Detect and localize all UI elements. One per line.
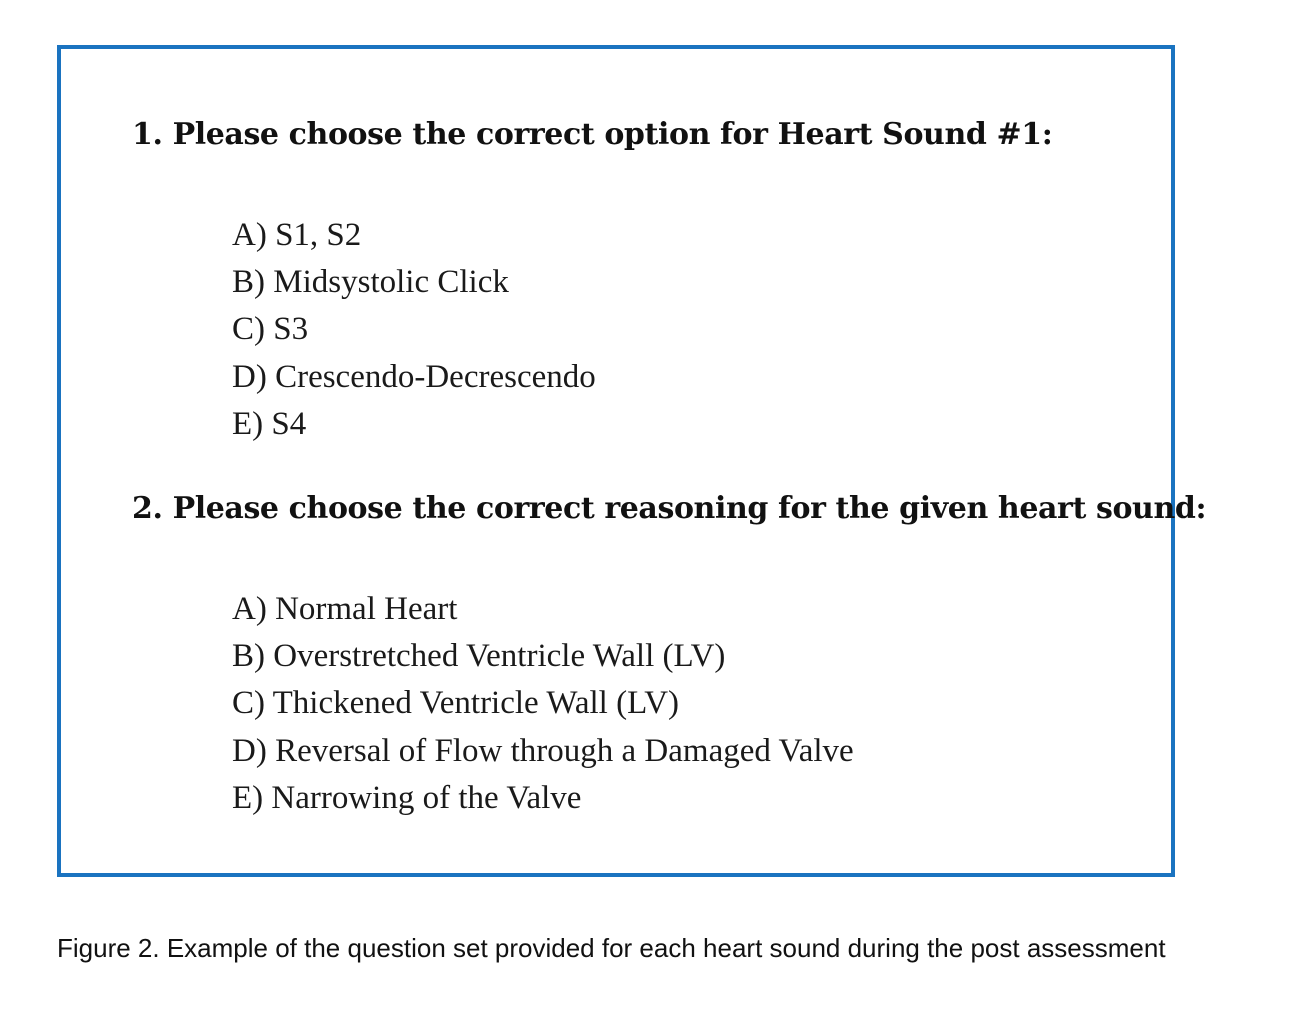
question-1-title: 1. Please choose the correct option for Heart Sound #1:: [132, 117, 1053, 152]
question-2-option-e: E) Narrowing of the Valve: [232, 779, 582, 816]
question-1-options: [232, 212, 596, 448]
question-2-options: [232, 586, 854, 822]
figure-caption: Figure 2. Example of the question set provided for each heart sound during the post assessment: [57, 933, 1166, 963]
question-2-option-b: B) Overstretched Ventricle Wall (LV): [232, 638, 726, 675]
question-1-option-c: C) S3: [232, 311, 309, 348]
question-1-option-e: E) S4: [232, 405, 307, 442]
question-1-option-b: B) Midsystolic Click: [232, 264, 509, 301]
question-set-frame: [57, 45, 1207, 877]
question-2-option-d: D) Reversal of Flow through a Damaged Valve: [232, 732, 854, 769]
question-2-title: 2. Please choose the correct reasoning for the given heart sound:: [132, 491, 1207, 526]
question-1-option-a: A) S1, S2: [232, 217, 362, 253]
question-2-option-c: C) Thickened Ventricle Wall (LV): [232, 685, 680, 722]
question-2-option-a: A) Normal Heart: [232, 591, 458, 627]
question-1-option-d: D) Crescendo-Decrescendo: [232, 358, 596, 395]
